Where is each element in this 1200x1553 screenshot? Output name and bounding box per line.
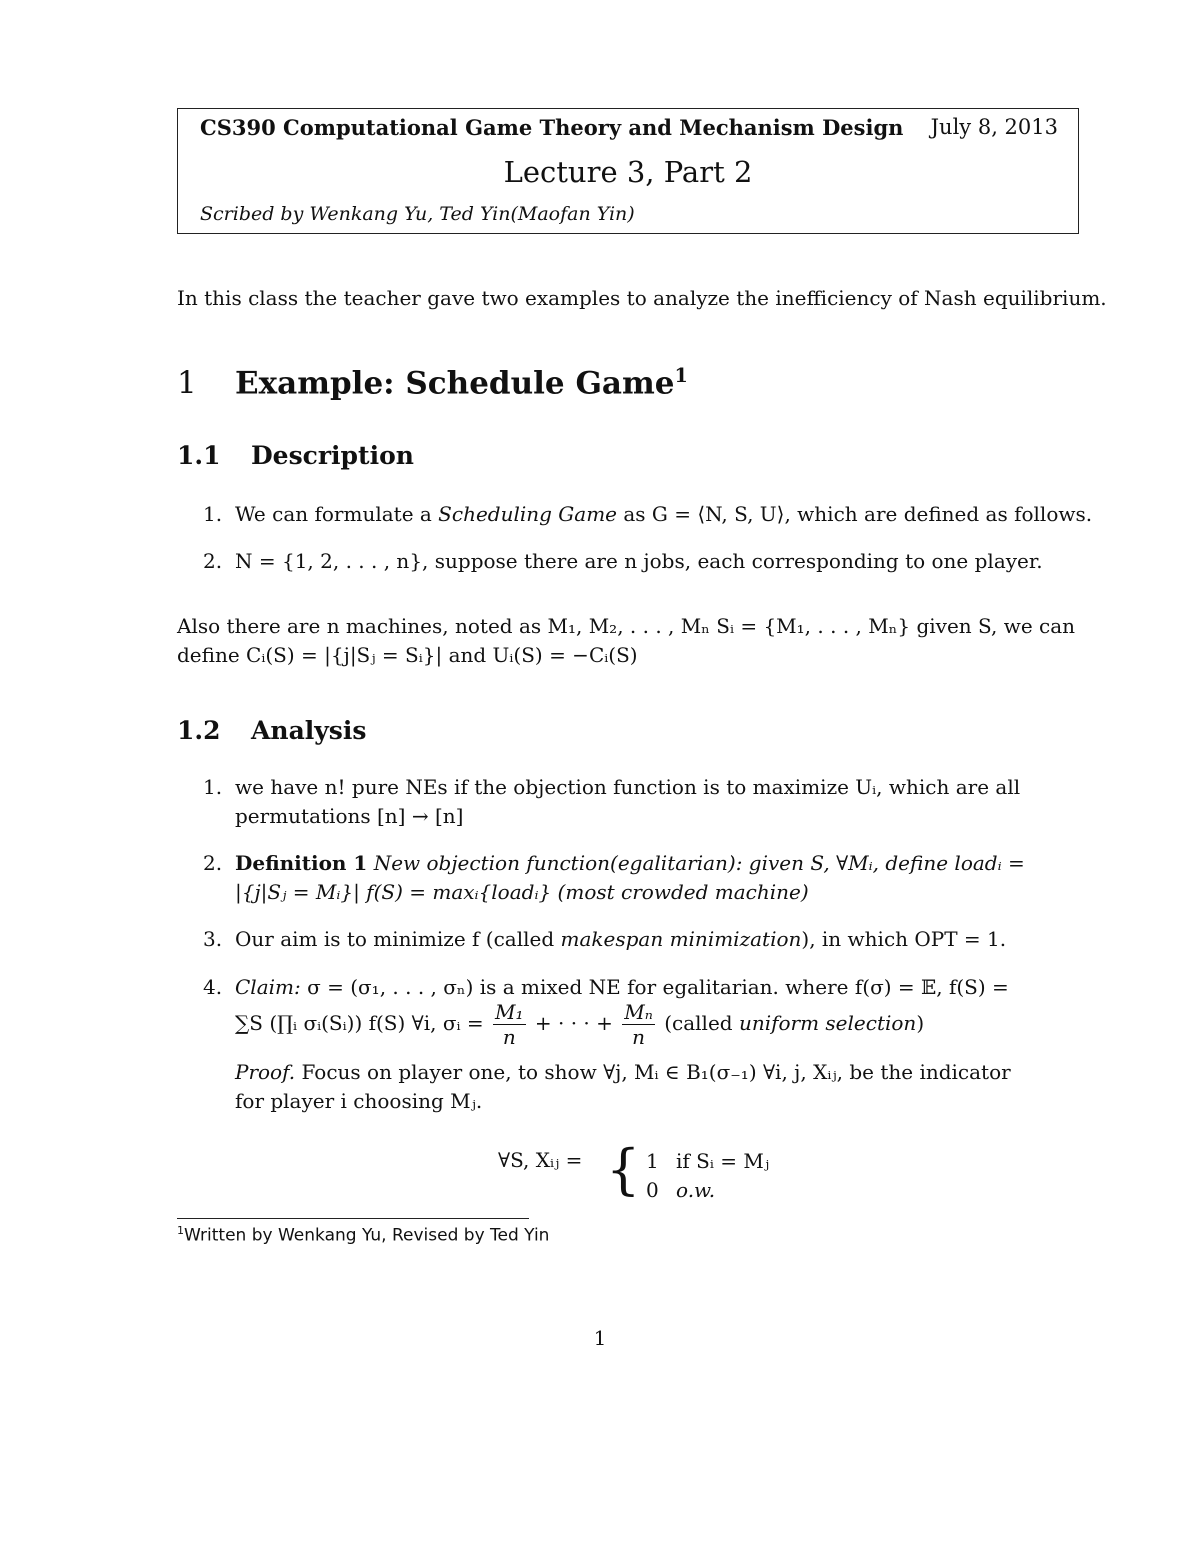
- fraction-denominator: n: [502, 1025, 516, 1049]
- lecture-header-box: [177, 108, 1079, 234]
- item-emphasis: makespan minimization: [560, 927, 802, 951]
- item-text: Our aim is to minimize f (called: [235, 927, 561, 951]
- claim-text: σ = (σ₁, . . . , σₙ) is a mixed NE for egalitarian. where f(σ) = 𝔼, f(S) =: [300, 975, 1009, 999]
- paragraph-line: define Cᵢ(S) = |{j|Sⱼ = Sᵢ}| and Uᵢ(S) = −Cᵢ(S): [177, 643, 638, 667]
- item-text: ), in which OPT = 1.: [801, 927, 1007, 951]
- list-item: N = {1, 2, . . . , n}, suppose there are n jobs, each corresponding to one player.: [235, 549, 1043, 573]
- definition-line: [235, 849, 1025, 877]
- intro-paragraph: In this class the teacher gave two examples to analyze the inefficiency of Nash equilibrium.: [177, 286, 1107, 310]
- claim-line: [235, 973, 1009, 1001]
- page-number: 1: [593, 1326, 607, 1350]
- item-text: We can formulate a: [235, 502, 439, 526]
- list-item-line: permutations [n] → [n]: [235, 804, 464, 828]
- list-label: 1.: [203, 502, 223, 526]
- case-row-condition: if Sᵢ = Mⱼ: [676, 1149, 770, 1173]
- footnote-mark: 1: [674, 364, 688, 387]
- subsection-title: Analysis: [251, 716, 367, 745]
- cases-brace: {: [606, 1138, 641, 1201]
- definition-label: Definition 1: [235, 851, 368, 875]
- section-title: Example: Schedule Game: [235, 365, 675, 402]
- list-label: 3.: [203, 927, 223, 951]
- definition-text: New objection function(egalitarian): given S, ∀Mᵢ, define loadᵢ =: [367, 851, 1025, 875]
- formula-text: (called: [664, 1011, 739, 1035]
- list-item: [235, 500, 1092, 528]
- list-item-line: we have n! pure NEs if the objection function is to maximize Uᵢ, which are all: [235, 775, 1021, 799]
- list-item: [235, 925, 1006, 953]
- subsection-1-1-heading: [177, 441, 414, 470]
- footnote: [177, 1224, 549, 1246]
- subsection-number: 1.2: [177, 716, 221, 745]
- claim-label: Claim:: [235, 975, 301, 999]
- formula-emphasis: uniform selection: [738, 1011, 917, 1035]
- fraction: [493, 1000, 526, 1049]
- claim-formula-line: [235, 998, 924, 1049]
- case-row-condition: o.w.: [676, 1178, 716, 1202]
- formula-text: + · · · +: [534, 1011, 613, 1035]
- list-label: 2.: [203, 851, 223, 875]
- fraction-numerator: Mₙ: [624, 1000, 653, 1024]
- footnote-rule: [177, 1218, 529, 1219]
- list-label: 2.: [203, 549, 223, 573]
- fraction-denominator: n: [632, 1025, 645, 1049]
- case-row-value: 0: [646, 1178, 659, 1202]
- section-1-heading: [177, 364, 688, 401]
- footnote-mark: 1: [177, 1224, 184, 1237]
- footnote-text: Written by Wenkang Yu, Revised by Ted Yin: [184, 1225, 550, 1246]
- formula-text: ∑S (∏ᵢ σᵢ(Sᵢ)) f(S) ∀i, σᵢ =: [235, 1011, 484, 1035]
- cases-lhs: ∀S, Xᵢⱼ =: [498, 1148, 583, 1172]
- case-row-value: 1: [646, 1149, 659, 1173]
- item-text: as G = ⟨N, S, U⟩, which are defined as follows.: [617, 502, 1093, 526]
- list-label: 1.: [203, 775, 223, 799]
- lecture-date: July 8, 2013: [930, 115, 1058, 139]
- course-title: CS390 Computational Game Theory and Mechanism Design: [200, 115, 904, 140]
- item-emphasis: Scheduling Game: [438, 502, 618, 526]
- paragraph-line: Also there are n machines, noted as M₁, M₂, . . . , Mₙ Sᵢ = {M₁, . . . , Mₙ} given S, we can: [177, 614, 1076, 638]
- list-label: 4.: [203, 975, 223, 999]
- section-number: 1: [177, 365, 197, 402]
- scribe-line: Scribed by Wenkang Yu, Ted Yin(Maofan Yin): [200, 203, 635, 225]
- proof-line: [235, 1058, 1011, 1086]
- fraction: [622, 1000, 655, 1049]
- formula-text: ): [916, 1011, 925, 1035]
- subsection-number: 1.1: [177, 441, 221, 470]
- proof-text: Focus on player one, to show ∀j, Mᵢ ∈ B₁(σ₋₁) ∀i, j, Xᵢⱼ, be the indicator: [295, 1060, 1011, 1084]
- proof-label: Proof.: [235, 1060, 296, 1084]
- fraction-numerator: M₁: [495, 1000, 524, 1024]
- lecture-title: Lecture 3, Part 2: [503, 155, 753, 189]
- definition-line: |{j|Sⱼ = Mᵢ}| f(S) = maxᵢ{loadᵢ} (most crowded machine): [235, 880, 809, 904]
- proof-line: for player i choosing Mⱼ.: [235, 1089, 483, 1113]
- subsection-1-2-heading: [177, 716, 366, 745]
- subsection-title: Description: [251, 441, 414, 470]
